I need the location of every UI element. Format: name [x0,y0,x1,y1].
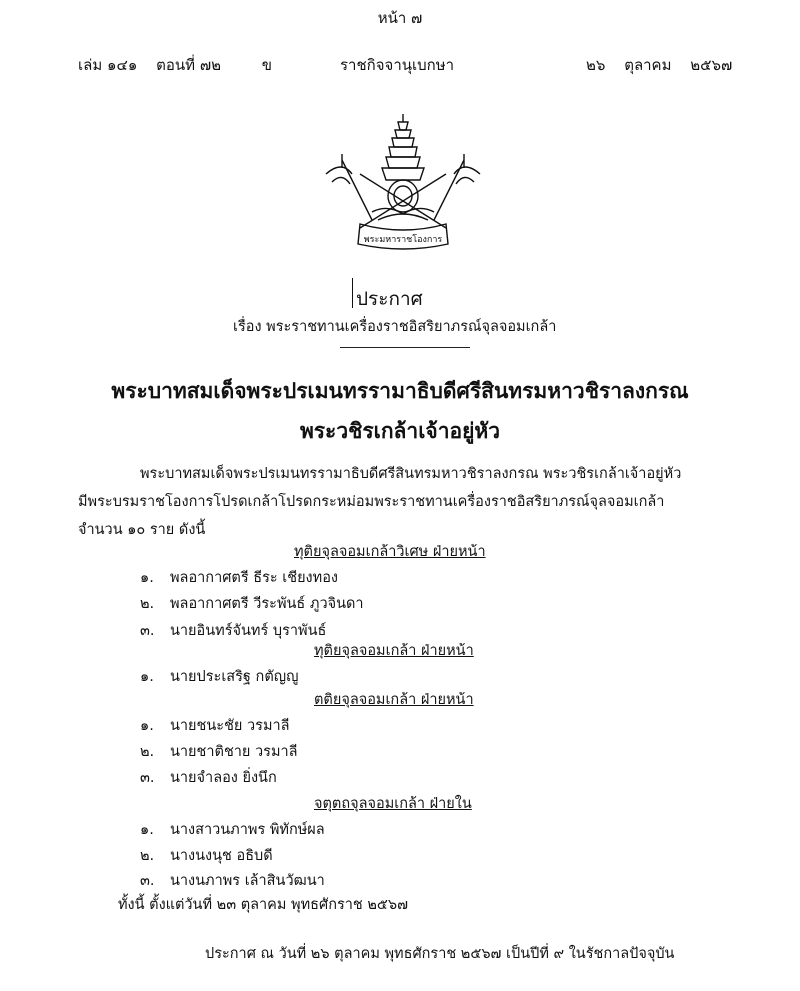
section-heading: ทุติยจุลจอมเกล้า ฝ่ายหน้า [314,643,474,659]
list-item [140,818,325,841]
list-item [140,665,298,688]
list-item-name: พลอากาศตรี วีระพันธ์ ภูวจินดา [170,596,364,612]
list-item-name: นางนงนุช อธิบดี [170,848,273,864]
proclamation-date: ประกาศ ณ วันที่ ๒๖ ตุลาคม พุทธศักราช ๒๕๖๗ เป็นปีที่ ๙ ในรัชกาลปัจจุบัน [205,946,675,962]
intro-line-3: จำนวน ๑๐ ราย ดังนี้ [78,522,206,538]
list-item-number: ๓. [140,770,155,786]
list-item-number: ๑. [140,669,154,685]
list-item-name: นายจำลอง ยิ่งนึก [170,770,277,786]
emblem-ribbon-text: พระมหาราชโองการ [363,235,443,245]
list-item [140,592,364,615]
list-item-number: ๑. [140,718,154,734]
list-item-number: ๒. [140,596,155,612]
list-item [140,766,277,789]
header-date-day: ๒๖ [586,56,606,74]
king-name-line-2: พระวชิรเกล้าเจ้าอยู่หัว [299,419,501,443]
header-date-month: ตุลาคม [624,56,672,74]
header-gazette-name: ราชกิจจานุเบกษา [340,56,455,74]
list-item-number: ๓. [140,873,155,889]
page-number: หน้า ๗ [377,9,423,27]
list-item-number: ๑. [140,822,154,838]
list-item-number: ๓. [140,623,155,639]
list-item-number: ๒. [140,848,155,864]
list-item [140,619,326,642]
header-date-year: ๒๕๖๗ [690,56,733,74]
announcement-subject: เรื่อง พระราชทานเครื่องราชอิสริยาภรณ์จุลจอมเกล้า [233,319,557,335]
list-item [140,869,325,892]
list-item [140,740,298,763]
list-item-number: ๑. [140,570,154,586]
list-item-name: นายอินทร์จันทร์ บุราพันธ์ [170,623,327,639]
effective-date: ทั้งนี้ ตั้งแต่วันที่ ๒๓ ตุลาคม พุทธศักราช ๒๕๖๗ [118,897,408,913]
list-item-number: ๒. [140,744,155,760]
list-item-name: นายประเสริฐ กตัญญู [170,669,299,685]
title-margin-mark [352,278,353,308]
announcement-title: ประกาศ [356,288,423,310]
royal-emblem-icon [312,112,494,252]
list-item [140,844,273,867]
intro-line-2: มีพระบรมราชโองการโปรดเกล้าโปรดกระหม่อมพระราชทานเครื่องราชอิสริยาภรณ์จุลจอมเกล้า [78,494,665,510]
title-divider [340,347,470,348]
header-date [586,53,732,77]
king-name-line-1: พระบาทสมเด็จพระปรเมนทรรามาธิบดีศรีสินทรมหาวชิราลงกรณ [111,379,689,403]
list-item-name: นางสาวนภาพร พิทักษ์ผล [170,822,325,838]
header-volume: เล่ม ๑๔๑ [78,56,138,74]
list-item-name: นางนภาพร เล้าสินวัฒนา [170,873,325,889]
list-item-name: พลอากาศตรี ธีระ เชียงทอง [170,570,338,586]
list-item-name: นายชนะชัย วรมาลี [170,718,290,734]
header-issue-info [78,53,286,77]
header-section: ข [261,56,273,74]
intro-line-1: พระบาทสมเด็จพระปรเมนทรรามาธิบดีศรีสินทรมหาวชิราลงกรณ พระวชิรเกล้าเจ้าอยู่หัว [140,466,682,482]
list-item [140,566,338,589]
header-issue: ตอนที่ ๗๒ [156,56,221,74]
section-heading: ตติยจุลจอมเกล้า ฝ่ายหน้า [314,692,474,708]
list-item [140,714,290,737]
section-heading: ทุติยจุลจอมเกล้าวิเศษ ฝ่ายหน้า [294,544,486,560]
list-item-name: นายชาติชาย วรมาลี [170,744,298,760]
section-heading: จตุตถจุลจอมเกล้า ฝ่ายใน [314,796,472,812]
